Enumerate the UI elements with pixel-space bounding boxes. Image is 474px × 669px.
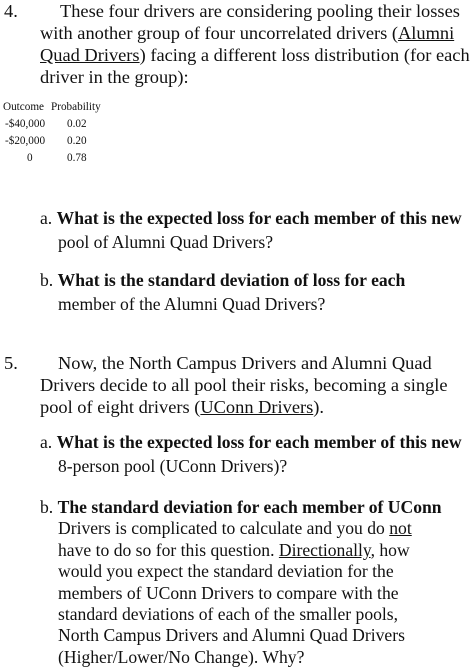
q5-intro-line-3 [40,396,324,418]
table-header-outcome: Outcome [3,101,45,113]
q5-intro-line-3-end: ). [313,397,324,417]
q5a-line-2: 8-person pool (UConn Drivers)? [58,456,288,476]
not-emphasis: not [389,518,412,539]
table-cell-probability: 0.02 [67,118,87,130]
q4b-text-1: What is the standard deviation of loss for each [57,270,406,290]
directionally-emphasis: Directionally [278,539,371,560]
alumni-link-text: Alumni [397,23,455,43]
q4-intro-line-3-text: ) facing a different loss distribution (for each [139,45,470,65]
uconn-drivers-link-text: UConn Drivers [200,397,314,417]
table-cell-outcome: -$20,000 [5,135,46,147]
q4-intro-line-2-text: with another group of four uncorrelated drivers ( [40,23,398,43]
q5b-label: b. [40,497,54,517]
q4-intro-line-4: driver in the group): [40,67,189,87]
q4a-text-1: What is the expected loss for each member of this new [56,208,462,228]
loss-distribution-table [3,99,133,171]
q5-intro-line-2: Drivers decide to all pool their risks, becoming a single [40,375,448,395]
q5b-line-4: would you expect the standard deviation for the [58,561,394,582]
q4a-line-1 [40,206,462,230]
q4b-line-2: member of the Alumni Quad Drivers? [58,294,326,314]
q5a-label: a. [40,432,53,452]
question-4-number: 4. [4,1,18,21]
q4-intro-line-1: These four drivers are considering pooling their losses [60,1,460,21]
q4a-label: a. [40,208,53,228]
q4b-label: b. [40,270,54,290]
table-cell-outcome: -$40,000 [5,118,46,130]
q5b-text-3: have to do so for this question. [58,539,279,560]
q5b-line-7: North Campus Drivers and Alumni Quad Drivers [58,625,405,646]
q5-intro-line-1: Now, the North Campus Drivers and Alumni Quad [58,353,432,373]
q4-intro-line-3 [40,44,470,66]
question-5-number: 5. [4,353,18,373]
q4a-line-2: pool of Alumni Quad Drivers? [58,232,273,252]
q4-intro-line-2 [40,22,454,44]
q5b-text-2: Drivers is complicated to calculate and you do [58,518,390,539]
table-cell-outcome: 0 [27,152,33,164]
quad-drivers-link-text: Quad Drivers [40,45,140,65]
table-header-probability: Probability [51,101,101,113]
q5b-text-3-end: , how [370,539,410,560]
q5b-line-6: standard deviations of each of the smaller pools, [58,604,399,624]
q5b-text-1: The standard deviation for each member of UConn [57,497,442,517]
table-cell-probability: 0.20 [67,135,87,147]
q5b-line-8: (Higher/Lower/No Change). Why? [58,646,305,667]
q5b-line-5: members of UConn Drivers to compare with the [58,582,399,603]
q5a-line-1 [40,430,462,454]
q4b-line-1 [40,268,405,292]
table-cell-probability: 0.78 [67,152,87,164]
q5a-text-1: What is the expected loss for each member of this new [56,432,462,452]
q5-intro-line-3-text: pool of eight drivers ( [40,397,201,417]
